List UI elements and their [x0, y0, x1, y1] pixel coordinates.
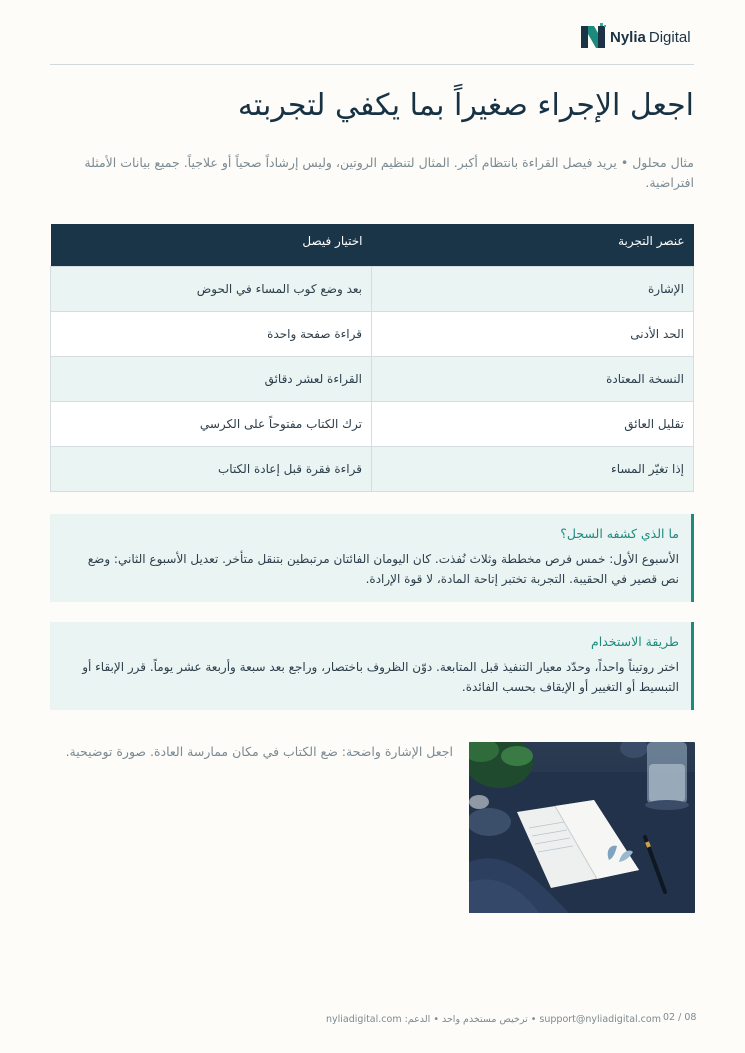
callout-heading: طريقة الاستخدام — [590, 634, 679, 649]
notebook-illustration-icon — [469, 742, 695, 913]
brand-suffix: Digital — [648, 28, 691, 46]
table-row — [51, 356, 694, 401]
table-cell: قراءة صفحة واحدة — [51, 311, 372, 356]
table-header-choice: اختيار فيصل — [51, 224, 372, 266]
log-findings-callout — [50, 514, 694, 602]
brand-name: Nylia — [610, 28, 646, 46]
table-header-element: عنصر التجربة — [372, 224, 694, 266]
page-title: اجعل الإجراء صغيراً بما يكفي لتجربته — [237, 88, 694, 123]
notebook-photo — [469, 742, 695, 913]
usage-callout — [50, 622, 694, 710]
callout-heading: ما الذي كشفه السجل؟ — [560, 526, 679, 541]
table-cell: القراءة لعشر دقائق — [51, 356, 372, 401]
table-cell: الحد الأدنى — [372, 311, 694, 356]
brand-logo — [578, 22, 691, 52]
table-header-row — [51, 224, 694, 266]
page-number: 02 / 08 — [663, 1012, 697, 1023]
table-row — [51, 311, 694, 356]
figure-caption: اجعل الإشارة واضحة: ضع الكتاب في مكان ممارسة العادة. صورة توضيحية. — [65, 744, 453, 759]
table-cell: الإشارة — [372, 266, 694, 311]
table-row — [51, 446, 694, 491]
intro-text: مثال محلول • يريد فيصل القراءة بانتظام أكبر. المثال لتنظيم الروتين، وليس إرشاداً صحياً أو علاجياً. جميع بيانات الأمثلة افتراضية. — [84, 155, 694, 190]
footer-links: support@nyliadigital.com • ترخيص مستخدم واحد • الدعم: nyliadigital.com — [326, 1014, 661, 1025]
trial-table — [50, 224, 694, 492]
table-row — [51, 401, 694, 446]
table-cell: قراءة فقرة قبل إعادة الكتاب — [51, 446, 372, 491]
table-cell: بعد وضع كوب المساء في الحوض — [51, 266, 372, 311]
table-cell: تقليل العائق — [372, 401, 694, 446]
table-cell: النسخة المعتادة — [372, 356, 694, 401]
callout-body: اختر روتيناً واحداً، وحدّد معيار التنفيذ قبل المتابعة. دوّن الظروف باختصار، وراجع بعد سبعة وأربعة عشر يوماً. قرر الإبقاء أو التبسيط أو التغيير أو الإيقاف بحسب الفائدة. — [82, 660, 679, 694]
nylia-n-logo-icon — [578, 22, 608, 52]
table-cell: ترك الكتاب مفتوحاً على الكرسي — [51, 401, 372, 446]
header-divider — [50, 64, 694, 65]
table-cell: إذا تغيّر المساء — [372, 446, 694, 491]
callout-body: الأسبوع الأول: خمس فرص مخططة وثلاث نُفذت. كان اليومان الفائتان مرتبطين بتنقل متأخر. تعديل الأسبوع الثاني: وضع نص قصير في الحقيبة. التجربة تختبر إتاحة المادة، لا قوة الإرادة. — [87, 552, 679, 586]
table-row — [51, 266, 694, 311]
